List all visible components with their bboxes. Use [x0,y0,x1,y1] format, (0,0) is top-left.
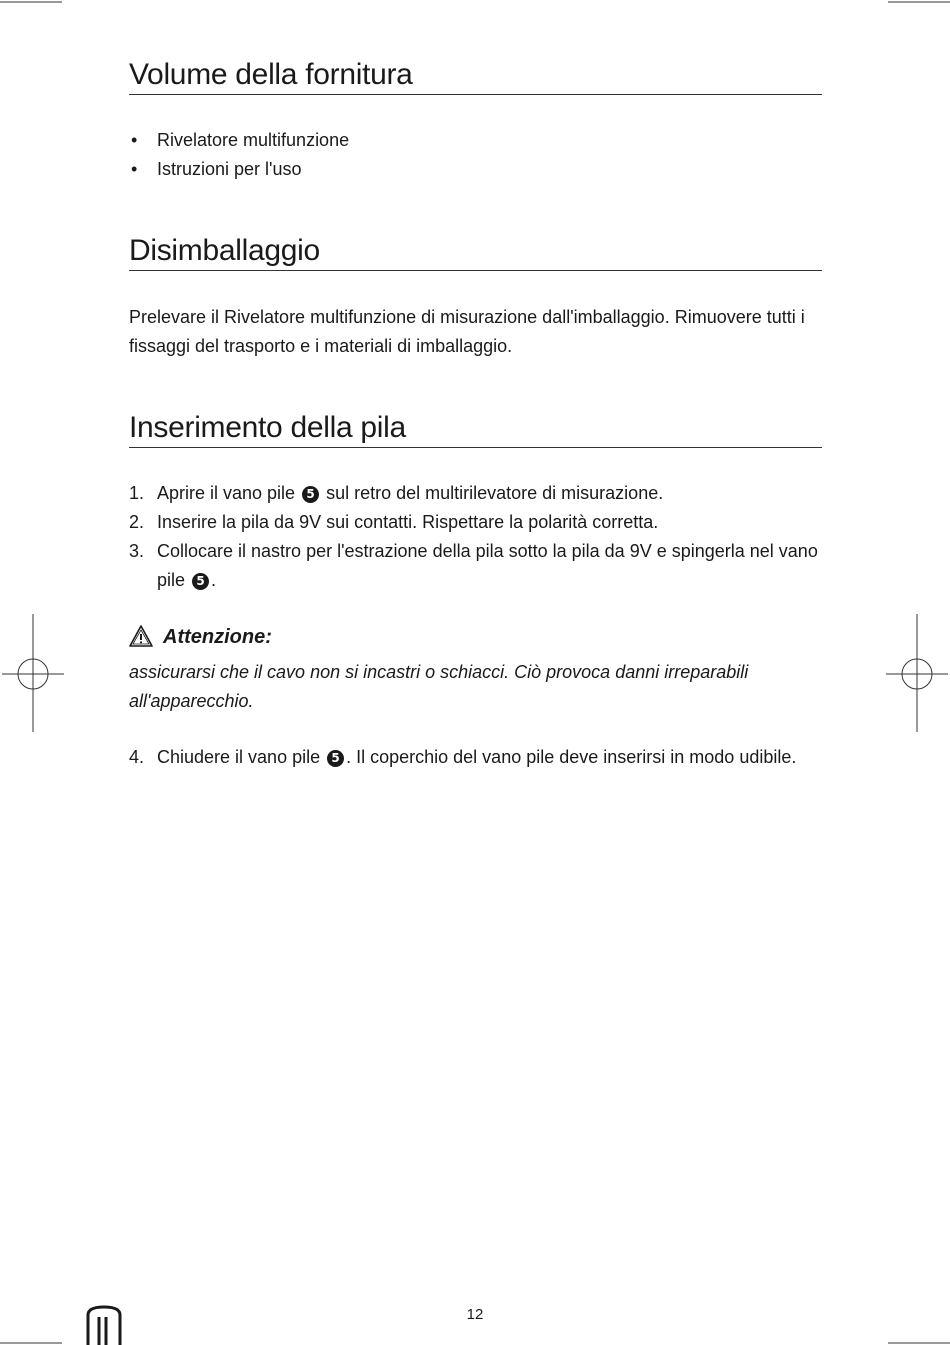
step-number: 2. [129,512,145,532]
battery-steps-continued [129,743,829,772]
part-ref-badge: 5 [192,573,209,590]
step-text: Inserire la pila da 9V sui contatti. Rispettare la polarità corretta. [157,512,659,532]
list-item: • Rivelatore multifunzione [129,126,349,155]
warning-text: assicurarsi che il cavo non si incastri o schiacci. Ciò provoca danni irreparabili all'apparecchio. [129,662,749,711]
step-item [129,537,829,595]
step-text: sul retro del multirilevatore di misurazione. [321,483,664,503]
section-title-unpacking: Disimballaggio [129,234,822,271]
unpacking-text: Prelevare il Rivelatore multifunzione di misurazione dall'imballaggio. Rimuovere tutti i fissaggi del trasporto e i materiali di imballaggio. [129,307,805,356]
battery-steps [129,479,829,595]
step-text: . [211,570,217,590]
page-number: 12 [466,1306,484,1323]
step-item [129,479,829,508]
step-text: . Il coperchio del vano pile deve inserirsi in modo udibile. [346,747,797,767]
step-text: Chiudere il vano pile [157,747,326,767]
warning-triangle-icon [129,625,153,647]
step-number: 4. [129,747,145,767]
supply-list [129,126,349,184]
step-item [129,743,829,772]
part-ref-badge: 5 [302,486,319,503]
step-number: 1. [129,483,145,503]
warning-title-text: Attenzione: [163,626,272,648]
warning-title [129,622,272,652]
list-item: • Istruzioni per l'uso [129,155,349,184]
section-title-battery: Inserimento della pila [129,411,822,448]
part-ref-badge: 5 [327,750,344,767]
section-title-supply: Volume della fornitura [129,58,822,95]
step-number: 3. [129,541,145,561]
step-item [129,508,829,537]
brand-logo-icon [84,1305,124,1345]
step-text: Aprire il vano pile [157,483,301,503]
step-text: Collocare il nastro per l'estrazione della pila sotto la pila da 9V e spingerla nel vano pile [157,541,818,590]
